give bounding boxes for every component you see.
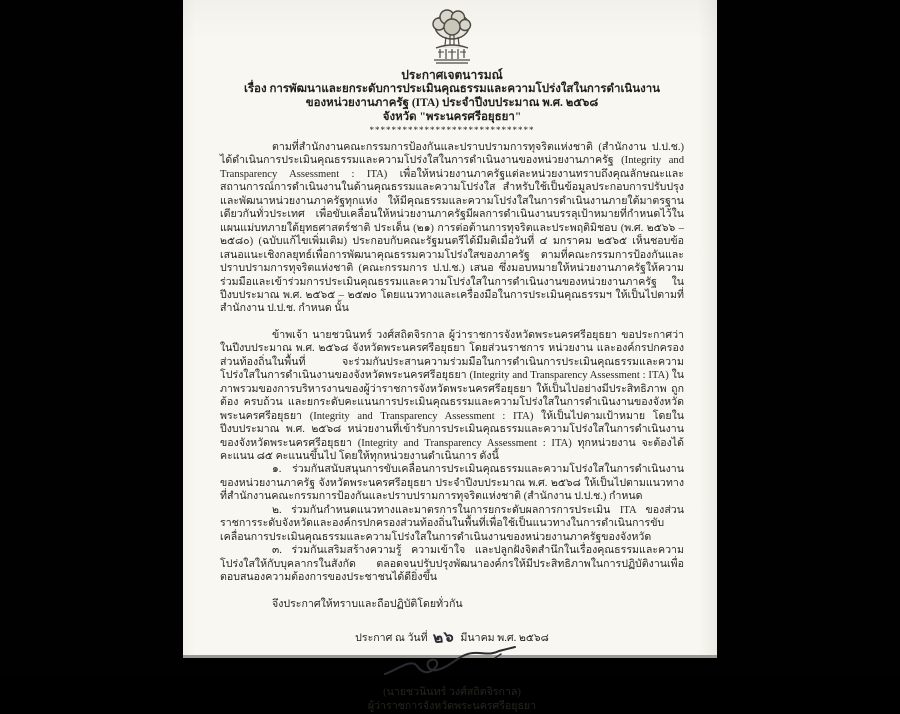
provincial-tree-emblem-icon [424,8,480,66]
subject-line-3: จังหวัด "พระนครศรีอยุธยา" [382,111,522,123]
handwritten-signature-icon [377,644,527,682]
list-item-2: ๒. ร่วมกันกำหนดแนวทางและมาตรการในการยกระดับผลการการประเมิน ITA ของส่วนราชการระดับจังหวัดและองค์กรปกครองส่วนท้องถิ่นในพื้นที่เพื่อใช้เป็นแนวทางในการดำเนินการขับเคลื่อนการประเมินคุณธรรมและความโปร่งใสในการดำเนินงานของหน่วยงานภาครัฐของจังหวัด [220,504,684,543]
paragraph-declaration: ข้าพเจ้า นายชวนินทร์ วงศ์สถิตจิรกาล ผู้ว่าราชการจังหวัดพระนครศรีอยุธยา ขอประกาศว่า ในปีงบประมาณ พ.ศ. ๒๕๖๘ จังหวัดพระนครศรีอยุธยา โดยส่วนราชการ หน่วยงาน และองค์กรปกครองส่วนท้องถิ่นในพื้นที่ จะร่วมกันประสานความร่วมมือในการดำเนินการประเมินคุณธรรมและความโปร่งใสในการดำเนินงานของจังหวัดพระนครศรีอยุธยา (Integrity and Transparency Assessment : ITA) ในภาพรวมของการบริหารงานของผู้ว่าราชการจังหวัดพระนครศรีอยุธยา ให้เป็นไปอย่างมีประสิทธิภาพ ถูกต้อง ครบถ้วน และยกระดับคะแนนการประเมินคุณธรรมและความโปร่งใสในการดำเนินงานของจังหวัดพระนครศรีอยุธยา (Integrity and Transparency Assessment : ITA) ให้เป็นไปตามเป้าหมาย โดยในปีงบประมาณ พ.ศ. ๒๕๖๘ หน่วยงานที่เข้ารับการประเมินคุณธรรมและความโปร่งใสในการดำเนินงานของจังหวัดพระนครศรีอยุธยา (Integrity and Transparency Assessment : ITA) ทุกหน่วยงาน จะต้องได้คะแนน ๘๕ คะแนนขึ้นไป โดยให้ทุกหน่วยงานดำเนินการ ดังนี้ [220,329,684,462]
list-item-3: ๓. ร่วมกันเสริมสร้างความรู้ ความเข้าใจ และปลูกฝังจิตสำนึกในเรื่องคุณธรรมและความโปร่งใสให้กับบุคลากรในสังกัด ตลอดจนปรับปรุงพัฒนาองค์กรให้มีประสิทธิภาพในการปฏิบัติงานเพื่อตอบสนองความต้องการของประชาชนได้ดียิ่งขึ้น [220,545,684,584]
signature-area [220,644,684,684]
signer-name: (นายชวนินทร์ วงศ์สถิตจิรกาล) [383,686,521,698]
asterisk-divider: ****************************** [369,125,535,135]
closing-statement: จึงประกาศให้ทราบและถือปฏิบัติโดยทั่วกัน [272,598,463,610]
subject-line-1: เรื่อง การพัฒนาและยกระดับการประเมินคุณธรรมและความโปร่งใสในการดำเนินงาน [243,83,661,95]
date-prefix: ประกาศ ณ วันที่ [355,632,428,644]
signer-title: ผู้ว่าราชการจังหวัดพระนครศรีอยุธยา [367,700,537,712]
list-item-1: ๑. ร่วมกันสนับสนุนการขับเคลื่อนการประเมินคุณธรรมและความโปร่งใสในการดำเนินงานของหน่วยงานภาครัฐ จังหวัดพระนครศรีอยุธยา ประจำปีงบประมาณ พ.ศ. ๒๕๖๘ ให้เป็นไปตามแนวทางที่สำนักงานคณะกรรมการป้องกันและปราบปรามการทุจริตแห่งชาติ (สำนักงาน ป.ป.ช.) กำหนด [220,464,684,503]
handwritten-day: ๒๖ [432,626,456,648]
date-rest: มีนาคม พ.ศ. ๒๕๖๘ [460,632,549,644]
subject-line-2: ของหน่วยงานภาครัฐ (ITA) ประจำปีงบประมาณ พ.ศ. ๒๕๖๘ [305,97,599,109]
document-page [183,0,717,712]
document-title: ประกาศเจตนารมณ์ [401,68,503,82]
paragraph-preamble: ตามที่สำนักงานคณะกรรมการป้องกันและปราบปรามการทุจริตแห่งชาติ (สำนักงาน ป.ป.ช.) ได้ดำเนินการประเมินคุณธรรมและความโปร่งใสในการดำเนินงานของหน่วยงานภาครัฐ (Integrity and Transparency Assessment : ITA) เพื่อให้หน่วยงานภาครัฐแต่ละหน่วยงานทราบถึงคุณลักษณะและสถานการณ์การดำเนินงานในด้านคุณธรรมและความโปร่งใส สำหรับใช้เป็นข้อมูลประกอบการปรับปรุงและพัฒนาหน่วยงานภาครัฐทุกแห่ง ให้มีคุณธรรมและความโปร่งใสในการดำเนินงานภายใต้มาตรฐานเดียวกันทั่วประเทศ เพื่อขับเคลื่อนให้หน่วยงานภาครัฐมีผลการดำเนินงานบรรลุเป้าหมายที่กำหนดไว้ในแผนแม่บทภายใต้ยุทธศาสตร์ชาติ ประเด็น (๒๑) การต่อต้านการทุจริตและประพฤติมิชอบ (พ.ศ. ๒๕๖๖ – ๒๕๘๐) (ฉบับแก้ไขเพิ่มเติม) ประกอบกับคณะรัฐมนตรีได้มีมติเมื่อวันที่ ๔ มกราคม ๒๕๖๕ เห็นชอบข้อเสนอแนะเชิงกลยุทธ์เพื่อการพัฒนาคุณธรรมความโปร่งใสของภาครัฐ ตามที่คณะกรรมการป้องกันและปราบปรามการทุจริตแห่งชาติ (คณะกรรมการ ป.ป.ช.) เสนอ ซึ่งมอบหมายให้หน่วยงานภาครัฐให้ความร่วมมือและเข้าร่วมการประเมินคุณธรรมและความโปร่งใสในการดำเนินงานของหน่วยงานภาครัฐ ในปีงบประมาณ พ.ศ. ๒๕๖๕ – ๒๕๗๐ โดยแนวทางและเครื่องมือในการประเมินคุณธรรมฯ ให้เป็นไปตามที่สำนักงาน ป.ป.ช. กำหนด นั้น [220,142,684,315]
